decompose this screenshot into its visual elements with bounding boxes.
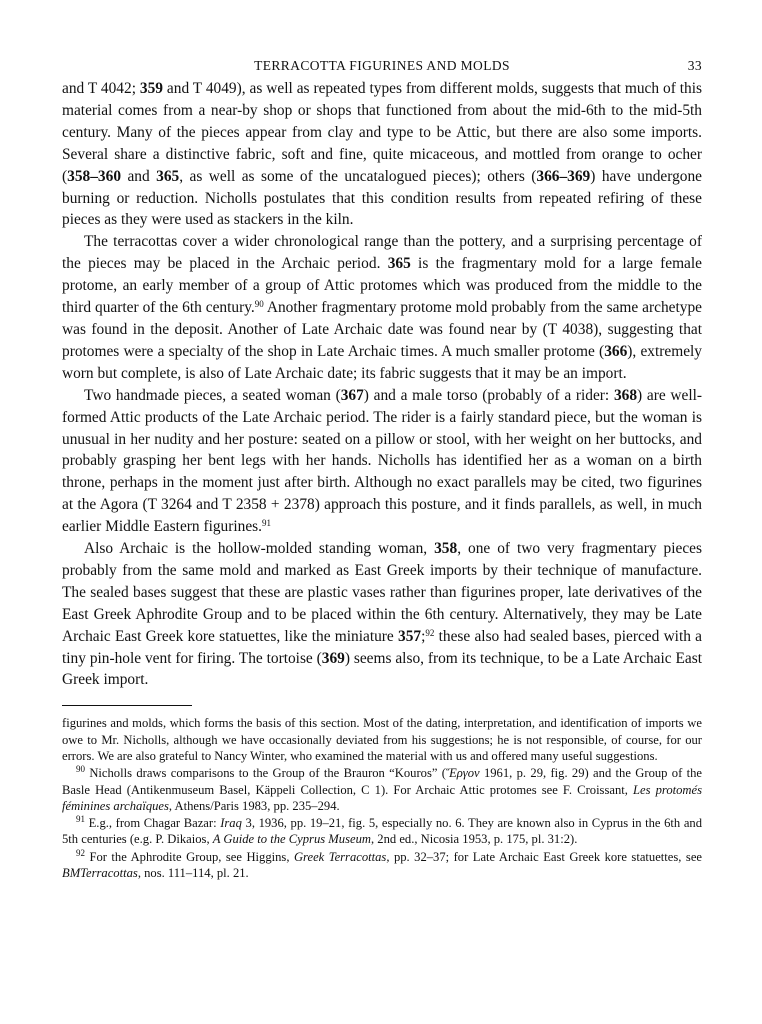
- paragraph: Also Archaic is the hollow-molded standing woman, 358, one of two very fragmentary pieces probably from the same mold and marked as East Greek imports by their technique of manufacture. The sealed bases suggest that these are plastic vases rather than figurines proper, late derivatives of the East Greek Aphrodite Group and to be placed within the 6th century. Alternatively, they may be Late Archaic East Greek kore statuettes, like the miniature 357;$^{92}$ these also had sealed bases, pierced with a tiny pin-hole vent for firing. The tortoise (369) seems also, from its technique, to be a Late Archaic East Greek import.: [62, 540, 702, 689]
- page: [62, 48, 702, 882]
- paragraph: The terracottas cover a wider chronological range than the pottery, and a surprising percentage of the pieces may be placed in the Archaic period. 365 is the fragmentary mold for a large female protome, an early member of a group of Attic protomes which was produced from the middle to the third quarter of the 6th century.$^{90}$ Another fragmentary protome mold probably from the same archetype was found in the deposit. Another of Late Archaic date was found near by (T 4038), suggesting that protomes were a specialty of the shop in Late Archaic times. A much smaller protome (366), extremely worn but complete, is also of Late Archaic date; its fabric suggests that it may be an import.: [62, 233, 702, 382]
- footnote-ref[interactable]: 92: [425, 627, 435, 638]
- footnote-ref[interactable]: 91: [262, 518, 272, 529]
- footnote-ref[interactable]: 90: [254, 299, 264, 310]
- footnote-90: $^{90}$ Nicholls draws comparisons to the Group of the Brauron “Kouros” (Ἕργον 1961, p. 29, fig. 29) and the Group of the Basle Head (Antikenmuseum Basel, Käppeli Collection, C 1). For Archaic Attic protomes see F. Croissant, Les protomés féminines archaïques, Athens/Paris 1983, pp. 235–294.: [62, 764, 702, 813]
- main-text: [62, 78, 702, 691]
- page-number: 33: [687, 58, 702, 73]
- paragraph: Two handmade pieces, a seated woman (367) and a male torso (probably of a rider: 368) are well-formed Attic products of the Late Archaic period. The rider is a fairly standard piece, but the woman is unusual in her nudity and her posture: seated on a pillow or stool, with her weight on her buttocks, and probably grasping her bent legs with her hands. Nicholls has identified her as a woman on a birth throne, perhaps in the moment just after birth. Although no exact parallels may be cited, two figurines at the Agora (T 3264 and T 2358 + 2378) approach this posture, and it finds parallels, as well, in much earlier Middle Eastern figurines.$^{91}$: [62, 386, 702, 536]
- footnote-divider: [62, 705, 192, 706]
- paragraph: and T 4042; 359 and T 4049), as well as repeated types from different molds, suggests that much of this material comes from a near-by shop or shops that functioned from about the mid-6th to the mid-5th century. Many of the pieces appear from clay and type to be Attic, but there are also some imports. Several share a distinctive fabric, soft and fine, quite micaceous, and mottled from orange to ocher (358–360 and 365, as well as some of the uncatalogued pieces); others (366–369) have undergone burning or reduction. Nicholls postulates that this condition results from repeated refiring of these pieces as they were used as stackers in the kiln.: [62, 80, 702, 229]
- footnote-91: $^{91}$ E.g., from Chagar Bazar: Iraq 3, 1936, pp. 19–21, fig. 5, especially no. 6. They are known also in Cyprus in the 6th and 5th centuries (e.g. P. Dikaios, A Guide to the Cyprus Museum, 2nd ed., Nicosia 1953, p. 175, pl. 31:2).: [62, 814, 703, 847]
- footnote-92: $^{92}$ For the Aphrodite Group, see Higgins, Greek Terracottas, pp. 32–37; for Late Archaic East Greek kore statuettes, see BMTerracottas, nos. 111–114, pl. 21.: [62, 847, 702, 881]
- running-title: TERRACOTTA FIGURINES AND MOLDS: [254, 58, 510, 73]
- footnote-continuation: figurines and molds, which forms the basis of this section. Most of the dating, interpretation, and identification of imports we owe to Mr. Nicholls, although we have occasionally deviated from his suggestions; he is not responsible, of course, for our errors. We are also grateful to Nancy Winter, who examined the material with us and offered many useful suggestions.: [62, 716, 702, 763]
- running-head: [62, 48, 702, 78]
- footnotes: [62, 715, 702, 881]
